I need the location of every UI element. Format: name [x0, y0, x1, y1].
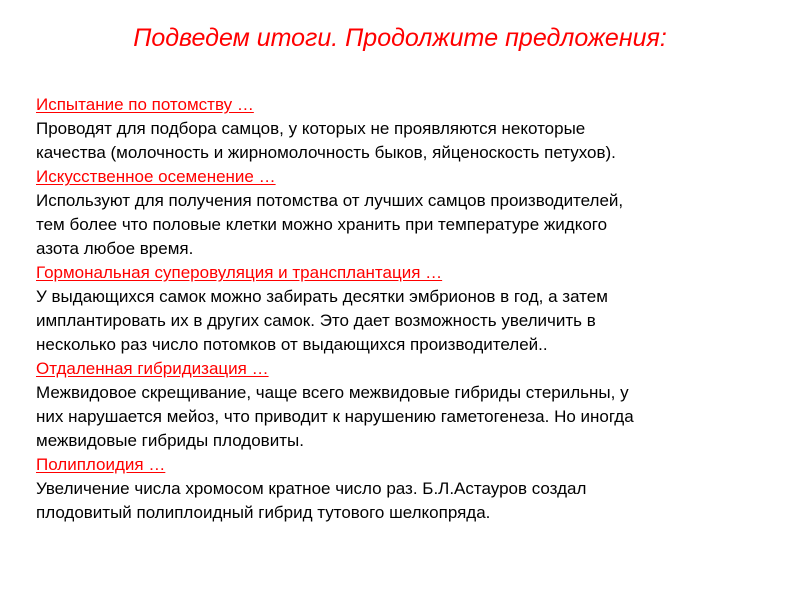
item-heading — [36, 93, 766, 117]
slide-title: Подведем итоги. Продолжите предложения: — [133, 24, 667, 52]
item-text-line: качества (молочность и жирномолочность быков, яйценоскость петухов). — [36, 143, 616, 162]
item-heading-text: Гормональная суперовуляция и трансплантация … — [36, 263, 443, 282]
item-text-line: плодовитый полиплоидный гибрид тутового шелкопряда. — [36, 503, 491, 522]
item-heading — [36, 165, 766, 189]
item-heading-text: Испытание по потомству … — [36, 95, 254, 114]
slide-content — [36, 93, 766, 525]
item-text-line: тем более что половые клетки можно хранить при температуре жидкого — [36, 215, 608, 234]
item-heading-text: Отдаленная гибридизация … — [36, 359, 269, 378]
item-artificial-insemination — [36, 165, 766, 261]
item-progeny-testing — [36, 93, 766, 165]
item-text-line: Увеличение числа хромосом кратное число раз. Б.Л.Астауров создал — [36, 479, 587, 498]
item-heading — [36, 453, 766, 477]
item-text-line: имплантировать их в других самок. Это дает возможность увеличить в — [36, 311, 596, 330]
item-text-line: Проводят для подбора самцов, у которых не проявляются некоторые — [36, 119, 586, 138]
item-heading — [36, 357, 766, 381]
item-polyploidy — [36, 453, 766, 525]
item-heading — [36, 261, 766, 285]
item-text-line: межвидовые гибриды плодовиты. — [36, 431, 304, 450]
item-heading-text: Искусственное осеменение … — [36, 167, 276, 186]
item-text-line: азота любое время. — [36, 239, 194, 258]
item-text-line: Используют для получения потомства от лучших самцов производителей, — [36, 191, 624, 210]
item-text-line: несколько раз число потомков от выдающихся производителей.. — [36, 335, 548, 354]
item-text-line: них нарушается мейоз, что приводит к нарушению гаметогенеза. Но иногда — [36, 407, 634, 426]
item-heading-text: Полиплоидия … — [36, 455, 166, 474]
item-distant-hybridization — [36, 357, 766, 453]
item-hormonal-superovulation — [36, 261, 766, 357]
item-text-line: Межвидовое скрещивание, чаще всего межвидовые гибриды стерильны, у — [36, 383, 629, 402]
item-text-line: У выдающихся самок можно забирать десятки эмбрионов в год, а затем — [36, 287, 608, 306]
